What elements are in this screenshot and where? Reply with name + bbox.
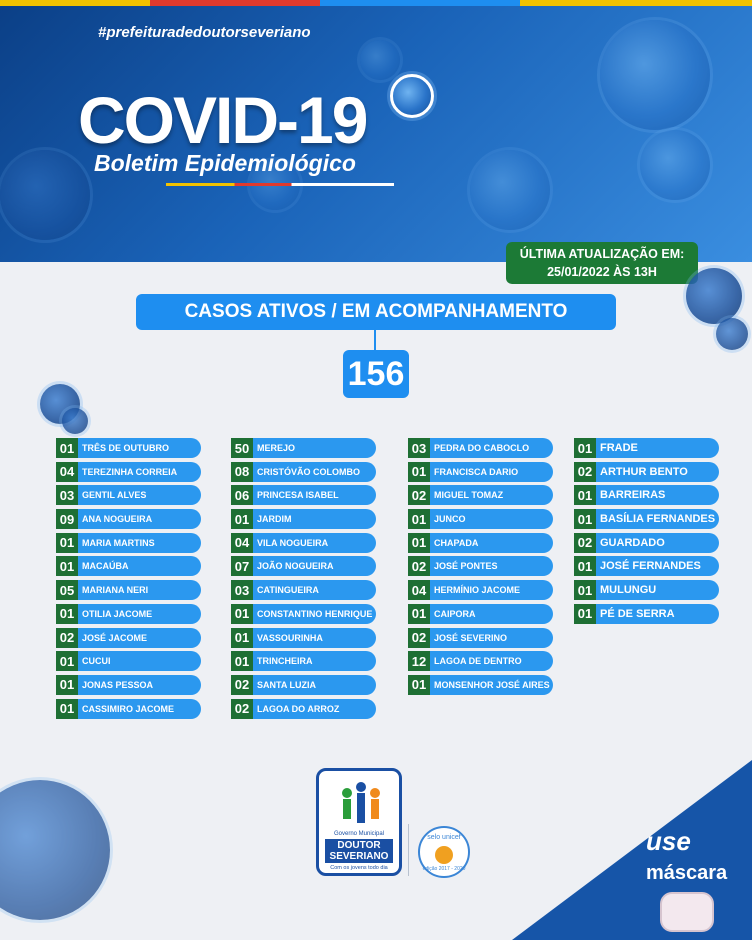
update-badge xyxy=(506,242,698,284)
locality-name: FRANCISCA DARIO xyxy=(434,466,519,477)
case-count: 01 xyxy=(231,509,253,529)
case-count: 01 xyxy=(56,651,78,671)
locality-row xyxy=(56,604,201,624)
case-count: 05 xyxy=(56,580,78,600)
locality-row xyxy=(408,628,553,648)
page-subtitle: Boletim Epidemiológico xyxy=(94,150,356,176)
top-stripe-yellow xyxy=(0,0,150,6)
locality-row xyxy=(408,533,553,553)
locality-row xyxy=(56,462,201,482)
case-count: 50 xyxy=(231,438,253,458)
locality-row xyxy=(408,604,553,624)
virus-icon xyxy=(716,318,748,350)
locality-row xyxy=(231,533,376,553)
header-banner xyxy=(0,0,752,262)
locality-name: JOSÉ SEVERINO xyxy=(434,632,508,643)
locality-row xyxy=(56,438,201,458)
logo-gov-text: Governo Municipal xyxy=(333,831,385,837)
update-date: 25/01/2022 ÀS 13H xyxy=(547,265,657,279)
locality-name: MARIA MARTINS xyxy=(82,537,155,548)
locality-name: PEDRA DO CABOCLO xyxy=(434,443,530,453)
case-count: 04 xyxy=(408,580,430,600)
locality-row xyxy=(56,628,201,648)
virus-icon xyxy=(0,150,90,240)
case-count: 01 xyxy=(574,485,596,505)
case-count: 01 xyxy=(231,628,253,648)
locality-name: GUARDADO xyxy=(600,536,665,549)
locality-name: CRISTÓVÃO COLOMBO xyxy=(257,466,360,477)
case-count: 07 xyxy=(231,556,253,576)
mask-slogan-mascara: máscara xyxy=(646,862,728,884)
locality-row xyxy=(574,556,719,576)
locality-name: TRÊS DE OUTUBRO xyxy=(82,443,170,453)
case-count: 08 xyxy=(231,462,253,482)
locality-name: CONSTANTINO HENRIQUE xyxy=(257,608,373,619)
mask-slogan-use: use xyxy=(646,826,691,856)
locality-row xyxy=(231,438,376,458)
logo-name-line-1: DOUTOR xyxy=(337,840,381,851)
logo-name xyxy=(325,839,393,863)
locality-name: LAGOA DE DENTRO xyxy=(434,656,522,667)
virus-icon xyxy=(360,40,400,80)
locality-row xyxy=(231,556,376,576)
locality-row xyxy=(408,438,553,458)
case-count: 04 xyxy=(231,533,253,553)
locality-row xyxy=(56,485,201,505)
locality-row xyxy=(231,651,376,671)
case-count: 01 xyxy=(574,438,596,458)
virus-icon xyxy=(470,150,550,230)
case-count: 02 xyxy=(56,628,78,648)
top-stripe-yellow-2 xyxy=(520,0,752,6)
top-stripe-blue xyxy=(320,0,520,6)
seal-dates: edição 2017 - 2020 xyxy=(422,866,466,872)
case-count: 02 xyxy=(231,675,253,695)
locality-name: JUNCO xyxy=(434,514,466,525)
locality-name: OTILIA JACOME xyxy=(82,608,153,619)
locality-column-3 xyxy=(408,438,553,699)
locality-name: GENTIL ALVES xyxy=(82,490,147,501)
case-count: 02 xyxy=(231,699,253,719)
case-count: 01 xyxy=(574,604,596,624)
locality-name: HERMÍNIO JACOME xyxy=(434,585,521,596)
virus-icon xyxy=(600,20,710,130)
locality-row xyxy=(231,580,376,600)
case-count: 01 xyxy=(408,604,430,624)
locality-name: MACAÚBA xyxy=(82,561,129,572)
locality-name: ANA NOGUEIRA xyxy=(82,514,153,525)
locality-name: JOSÉ FERNANDES xyxy=(600,560,701,573)
case-count: 12 xyxy=(408,651,430,671)
locality-column-2 xyxy=(231,438,376,722)
virus-icon xyxy=(686,268,742,324)
case-count: 01 xyxy=(56,675,78,695)
case-count: 03 xyxy=(56,485,78,505)
virus-icon xyxy=(640,130,710,200)
sun-icon xyxy=(435,846,453,864)
top-stripe-red xyxy=(150,0,320,6)
case-count: 01 xyxy=(408,509,430,529)
locality-name: MIGUEL TOMAZ xyxy=(434,490,504,501)
case-count: 01 xyxy=(231,651,253,671)
locality-row xyxy=(574,580,719,600)
locality-name: PÉ DE SERRA xyxy=(600,607,675,620)
locality-row xyxy=(56,556,201,576)
locality-row xyxy=(574,462,719,482)
locality-row xyxy=(574,604,719,624)
hashtag-text: #prefeituradedoutorseveriano xyxy=(98,24,311,41)
locality-name: JONAS PESSOA xyxy=(82,679,154,690)
case-count: 03 xyxy=(231,580,253,600)
case-count: 01 xyxy=(408,675,430,695)
locality-name: TRINCHEIRA xyxy=(257,656,313,667)
case-count: 02 xyxy=(408,485,430,505)
locality-name: BASÍLIA FERNANDES xyxy=(600,513,716,526)
locality-name: CHAPADA xyxy=(434,537,479,548)
locality-row xyxy=(408,651,553,671)
face-mask-icon xyxy=(660,892,714,932)
logo-slogan: Com os jovens todo dia xyxy=(330,865,388,871)
locality-name: MONSENHOR JOSÉ AIRES xyxy=(434,679,550,690)
case-count: 01 xyxy=(574,556,596,576)
case-count: 01 xyxy=(231,604,253,624)
unicef-seal xyxy=(418,826,470,878)
locality-name: CAIPORA xyxy=(434,608,476,619)
locality-name: JOSÉ JACOME xyxy=(82,632,148,643)
case-count: 02 xyxy=(408,628,430,648)
locality-name: VASSOURINHA xyxy=(257,632,323,643)
case-count: 01 xyxy=(56,699,78,719)
case-count: 01 xyxy=(56,556,78,576)
case-count: 01 xyxy=(56,533,78,553)
locality-name: JOÃO NOGUEIRA xyxy=(257,561,334,572)
locality-row xyxy=(408,462,553,482)
locality-name: JARDIM xyxy=(257,514,292,525)
seal-title: selo unicef xyxy=(427,834,461,841)
locality-row xyxy=(574,533,719,553)
case-count: 03 xyxy=(408,438,430,458)
locality-row xyxy=(56,533,201,553)
case-count: 01 xyxy=(574,509,596,529)
locality-row xyxy=(231,485,376,505)
locality-row xyxy=(231,628,376,648)
locality-row xyxy=(408,675,553,695)
locality-name: MEREJO xyxy=(257,443,296,453)
locality-row xyxy=(56,580,201,600)
locality-row xyxy=(231,509,376,529)
subtitle-underline xyxy=(166,183,394,186)
active-cases-total: 156 xyxy=(343,350,409,398)
locality-row xyxy=(408,509,553,529)
case-count: 04 xyxy=(56,462,78,482)
locality-row xyxy=(56,675,201,695)
locality-row xyxy=(408,556,553,576)
case-count: 09 xyxy=(56,509,78,529)
logo-name-line-2: SEVERIANO xyxy=(329,851,389,862)
update-label: ÚLTIMA ATUALIZAÇÃO EM: xyxy=(519,247,685,261)
case-count: 06 xyxy=(231,485,253,505)
locality-row xyxy=(56,651,201,671)
locality-name: VILA NOGUEIRA xyxy=(257,537,329,548)
case-count: 01 xyxy=(574,580,596,600)
locality-name: BARREIRAS xyxy=(600,489,666,502)
people-icon xyxy=(337,781,385,827)
locality-row xyxy=(231,675,376,695)
locality-row xyxy=(408,580,553,600)
case-count: 02 xyxy=(574,533,596,553)
connector-line xyxy=(374,330,376,350)
locality-row xyxy=(56,699,201,719)
locality-name: MULUNGU xyxy=(600,584,657,597)
virus-icon xyxy=(62,408,88,434)
case-count: 02 xyxy=(574,462,596,482)
municipal-logo xyxy=(316,768,402,876)
locality-row xyxy=(574,485,719,505)
locality-name: SANTA LUZIA xyxy=(257,679,316,690)
locality-row xyxy=(408,485,553,505)
case-count: 01 xyxy=(56,604,78,624)
locality-row xyxy=(231,462,376,482)
locality-name: FRADE xyxy=(600,442,638,454)
case-count: 01 xyxy=(408,533,430,553)
locality-name: MARIANA NERI xyxy=(82,585,149,596)
locality-column-1 xyxy=(56,438,201,722)
locality-name: TEREZINHA CORREIA xyxy=(82,466,178,477)
locality-name: JOSÉ PONTES xyxy=(434,561,498,572)
corner-decoration xyxy=(512,760,752,940)
locality-row xyxy=(574,438,719,458)
locality-column-4 xyxy=(574,438,719,628)
virus-icon xyxy=(390,74,434,118)
locality-name: CUCUI xyxy=(82,656,111,667)
locality-name: ARTHUR BENTO xyxy=(600,465,688,478)
virus-icon xyxy=(0,780,110,920)
case-count: 01 xyxy=(56,438,78,458)
locality-row xyxy=(56,509,201,529)
locality-row xyxy=(231,699,376,719)
page-title: COVID-19 xyxy=(78,83,367,157)
locality-name: CASSIMIRO JACOME xyxy=(82,703,175,714)
locality-row xyxy=(231,604,376,624)
case-count: 01 xyxy=(408,462,430,482)
logo-divider xyxy=(408,824,409,876)
locality-row xyxy=(574,509,719,529)
locality-name: PRINCESA ISABEL xyxy=(257,490,339,501)
active-cases-label: CASOS ATIVOS / EM ACOMPANHAMENTO xyxy=(136,294,616,330)
case-count: 02 xyxy=(408,556,430,576)
locality-name: CATINGUEIRA xyxy=(257,585,319,596)
locality-name: LAGOA DO ARROZ xyxy=(257,703,340,714)
